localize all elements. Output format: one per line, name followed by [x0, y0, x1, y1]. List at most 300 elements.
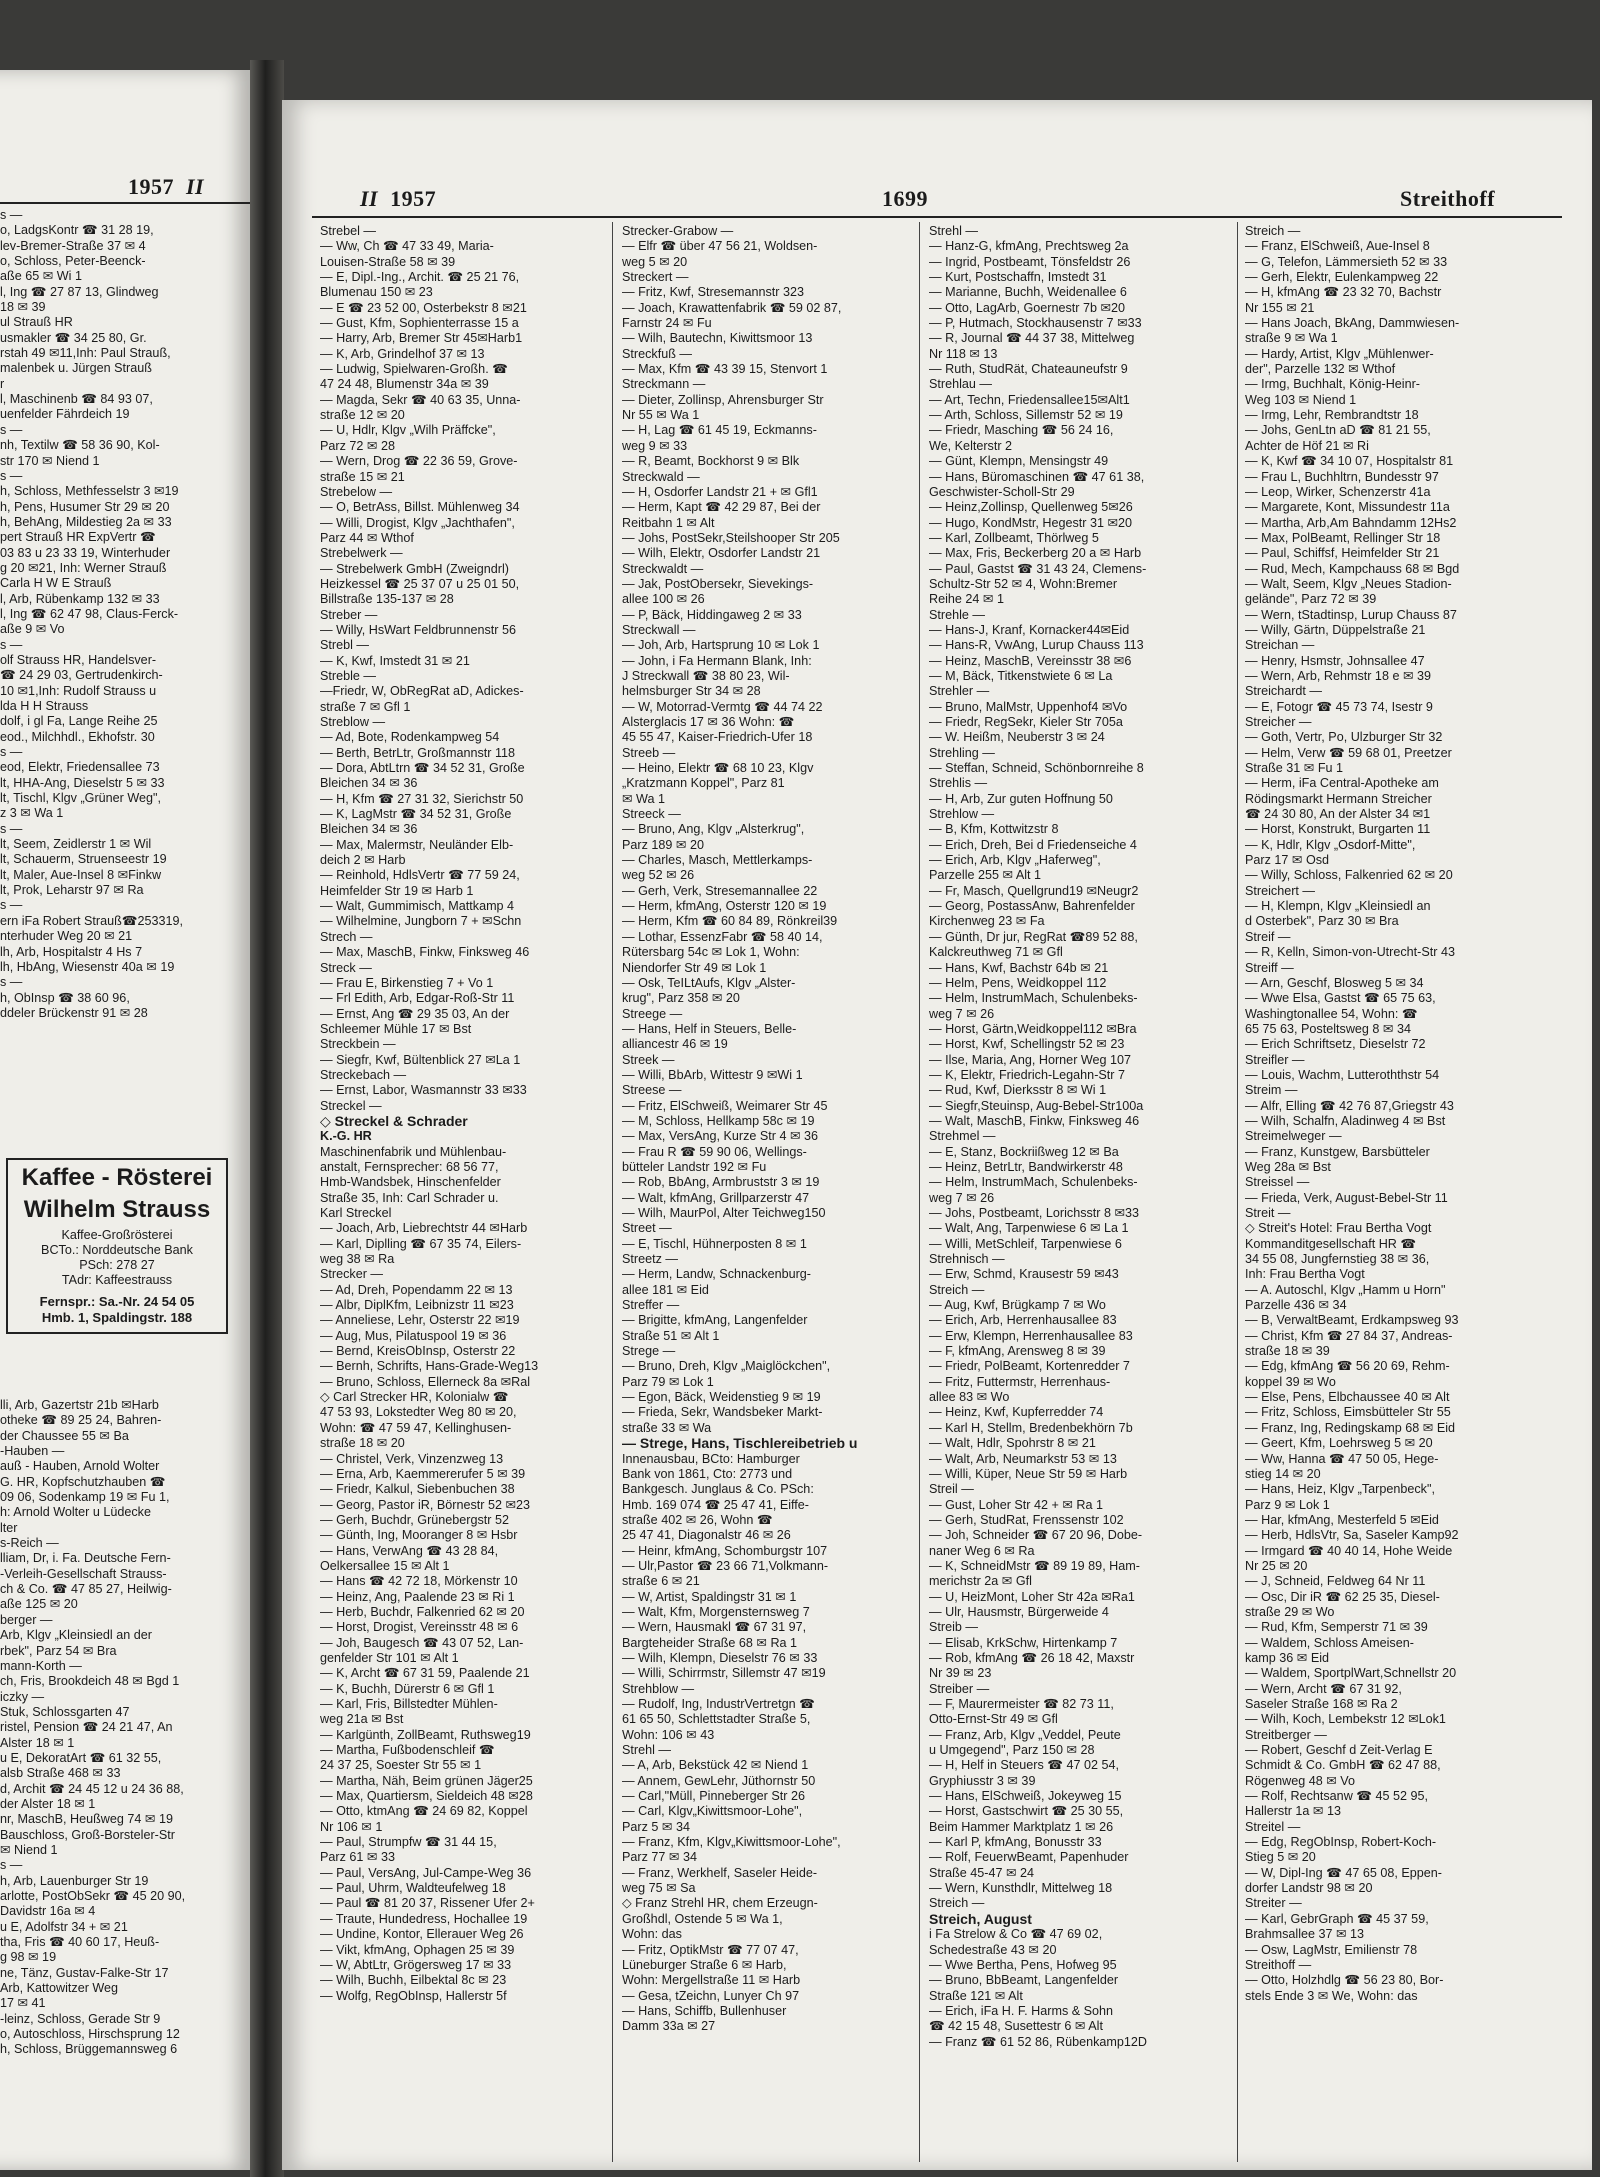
left-column-top — [0, 208, 240, 1021]
directory-entry-line: aße 9 ✉ Vo — [0, 622, 65, 637]
directory-entry-line: ddeler Brückenstr 91 ✉ 28 — [0, 1005, 148, 1020]
directory-entry-line: — Herb, HdlsVtr, Sa, Saseler Kamp92 — [1245, 1528, 1459, 1543]
directory-entry-line: — Gerh, Elektr, Eulenkampweg 22 — [1245, 270, 1439, 285]
directory-entry-line: — Max, VersAng, Kurze Str 4 ✉ 36 — [622, 1129, 819, 1144]
directory-entry-line: Streckert — — [622, 270, 689, 285]
directory-entry-line: — O, BetrAss, Billst. Mühlenweg 34 — [320, 500, 520, 515]
directory-entry-line: — P, Bäck, Hiddingaweg 2 ✉ 33 — [622, 607, 802, 622]
directory-entry-line: — Willi, Küper, Neue Str 59 ✉ Harb — [929, 1466, 1128, 1481]
ad-line-4: BCTo.: Norddeutsche Bank — [41, 1243, 193, 1257]
directory-entry-line: weg 5 ✉ 20 — [622, 254, 688, 269]
directory-entry-line: — Bernh, Schrifts, Hans-Grade-Weg13 — [320, 1359, 539, 1374]
book-gutter — [250, 60, 284, 2177]
directory-entry-line: — Franz, Arb, Klgv „Veddel, Peute — [929, 1727, 1121, 1742]
directory-entry-line: We, Kelterstr 2 — [929, 438, 1013, 453]
directory-entry-line: — Osk, TeILtAufs, Klgv „Alster- — [622, 975, 796, 990]
directory-entry-line: — Paul, Uhrm, Waldteufelweg 18 — [320, 1881, 506, 1896]
directory-entry-line: — Frieda, Verk, August-Bebel-Str 11 — [1245, 1190, 1448, 1205]
directory-entry-line: — Heino, Elektr ☎ 68 10 23, Klgv — [622, 761, 814, 776]
directory-entry-line: — Ulr,Pastor ☎ 23 66 71,Volkmann- — [622, 1558, 829, 1573]
directory-entry-line: — Fritz, Schloss, Eimsbütteler Str 55 — [1245, 1405, 1451, 1420]
directory-entry-line: Strehlau — — [929, 377, 992, 392]
directory-entry-line: lh, Arb, Hospitalstr 4 Hs 7 — [0, 944, 143, 959]
directory-entry-line: — Walt, Gummimisch, Mattkamp 4 — [320, 899, 515, 914]
directory-entry-line: Rögenweg 48 ✉ Vo — [1245, 1773, 1355, 1788]
directory-entry-line: Streithoff — — [1245, 1957, 1312, 1972]
directory-entry-line: 24 37 25, Soester Str 55 ✉ 1 — [320, 1758, 482, 1773]
directory-entry-line: — Friedr, PolBeamt, Kortenredder 7 — [929, 1359, 1130, 1374]
directory-entry-line: ☎ 24 29 03, Gertrudenkirch- — [0, 668, 163, 683]
directory-entry-line: — Goth, Vertr, Po, Ulzburger Str 32 — [1245, 730, 1443, 745]
directory-entry-line: — A, Arb, Bekstück 42 ✉ Niend 1 — [622, 1758, 809, 1773]
directory-entry-line: ern iFa Robert Strauß☎253319, — [0, 913, 183, 928]
directory-entry-line: — Max, Kfm ☎ 43 39 15, Stenvort 1 — [622, 362, 828, 377]
directory-entry-line: Strecker-Grabow — — [622, 224, 734, 238]
directory-entry-line: u E, DekoratArt ☎ 61 32 55, — [0, 1750, 162, 1765]
directory-entry-line: ◇ Franz Strehl HR, chem Erzeugn- — [622, 1896, 818, 1911]
directory-entry-line: — Martha, Arb,Am Bahndamm 12Hs2 — [1245, 515, 1457, 530]
directory-entry-line: Strehler — — [929, 684, 990, 699]
directory-entry-line: — Anneliese, Lehr, Osterstr 22 ✉19 — [320, 1313, 520, 1328]
directory-entry-line: — Wilh, Schalfn, Aladinweg 4 ✉ Bst — [1245, 1113, 1446, 1128]
directory-entry-line: Parz 61 ✉ 33 — [320, 1850, 395, 1865]
directory-column-1 — [320, 224, 610, 2004]
directory-entry-line: allee 100 ✉ 26 — [622, 592, 705, 607]
directory-entry-line: — Frau R ☎ 59 90 06, Wellings- — [622, 1144, 807, 1159]
directory-entry-line: straße 6 ✉ 21 — [622, 1574, 700, 1589]
directory-entry-line: Parz 17 ✉ Osd — [1245, 853, 1330, 868]
directory-entry-line: Strehlow — — [929, 807, 995, 822]
directory-entry-line: o, Autoschloss, Hirschsprung 12 — [0, 2027, 180, 2042]
directory-entry-line: 18 ✉ 39 — [0, 300, 46, 315]
directory-entry-line: Parz 5 ✉ 34 — [622, 1819, 690, 1834]
directory-entry-line: — Art, Techn, Friedensallee15✉Alt1 — [929, 392, 1130, 407]
directory-entry-line: arlotte, PostObSekr ☎ 45 20 90, — [0, 1889, 186, 1903]
directory-entry-line: — Johs, PostSekr,Steilshooper Str 205 — [622, 530, 840, 545]
directory-column-4 — [1245, 224, 1563, 2004]
left-column-bottom — [0, 1398, 240, 2058]
directory-entry-line: Street — — [622, 1221, 672, 1236]
directory-entry-line: Nr 155 ✉ 21 — [1245, 300, 1315, 315]
directory-entry-line: — Gust, Loher Str 42 + ✉ Ra 1 — [929, 1497, 1104, 1512]
directory-entry-line: — Wern, Kunsthdlr, Mittelweg 18 — [929, 1881, 1113, 1896]
directory-entry-line: — Margarete, Kont, Missundestr 11a — [1245, 500, 1450, 515]
directory-entry-line: 47 24 48, Blumenstr 34a ✉ 39 — [320, 377, 489, 392]
directory-entry-line: Streichert — — [1245, 883, 1315, 898]
directory-entry-line: Streckwall — — [622, 622, 696, 637]
directory-entry-line: — W. Heißm, Neuberstr 3 ✉ 24 — [929, 730, 1105, 745]
directory-entry-line: — Walt, MaschB, Finkw, Finksweg 46 — [929, 1113, 1140, 1128]
directory-entry-line: — Walt, Hdlr, Spohrstr 8 ✉ 21 — [929, 1436, 1096, 1451]
directory-entry-line: straße 9 ✉ Wa 1 — [1245, 331, 1338, 346]
directory-entry-line: nh, Textilw ☎ 58 36 90, Kol- — [0, 438, 160, 453]
directory-entry-line: i Fa Strelow & Co ☎ 47 69 02, — [929, 1927, 1103, 1942]
directory-entry-line: weg 7 ✉ 26 — [929, 1190, 995, 1205]
directory-entry-line: — Har, kfmAng, Mesterfeld 5 ✉Eid — [1245, 1512, 1439, 1527]
directory-entry-line: — Traute, Hundedress, Hochallee 19 — [320, 1911, 528, 1926]
directory-entry-line: — Heinz, Ang, Paalende 23 ✉ Ri 1 — [320, 1589, 515, 1604]
directory-entry-line: g 20 ✉21, Inh: Werner Strauß — [0, 560, 167, 575]
directory-entry-line: — Irmg, Lehr, Rembrandtstr 18 — [1245, 408, 1419, 423]
directory-entry-line: — Hans, Büromaschinen ☎ 47 61 38, — [929, 469, 1145, 484]
directory-entry-line: stels Ende 3 ✉ We, Wohn: das — [1245, 1988, 1418, 2003]
directory-entry-line: — Paul, Schiffsf, Heimfelder Str 21 — [1245, 546, 1440, 561]
directory-entry-line: — Berth, BetrLtr, Großmannstr 118 — [320, 745, 516, 760]
directory-entry-line: Strehnisch — — [929, 1252, 1005, 1267]
directory-entry-line: Billstraße 135-137 ✉ 28 — [320, 592, 454, 607]
directory-entry-line: Streckebach — — [320, 1067, 407, 1082]
directory-column-2 — [622, 224, 917, 2035]
directory-entry-line: — Franz, Werkhelf, Saseler Heide- — [622, 1865, 818, 1880]
directory-entry-line: Strehle — — [929, 607, 985, 622]
directory-entry-line: Bank von 1861, Cto: 2773 und — [622, 1466, 793, 1481]
directory-entry-line: — K, Hdlr, Klgv „Osdorf-Mitte", — [1245, 837, 1416, 852]
directory-entry-line: — Johs, Postbeamt, Lorichsstr 8 ✉33 — [929, 1206, 1140, 1220]
directory-entry-line: u E, Adolfstr 34 + ✉ 21 — [0, 1919, 128, 1934]
directory-entry-line: Kommanditgesellschaft HR ☎ — [1245, 1236, 1417, 1251]
directory-entry-line: ☎ 24 30 80, An der Alster 34 ✉1 — [1245, 807, 1431, 822]
directory-entry-line: — Wilh, Koch, Lembekstr 12 ✉Lok1 — [1245, 1712, 1446, 1727]
directory-entry-line: — Günt, Klempn, Mensingstr 49 — [929, 454, 1109, 469]
directory-entry-line: — Johs, GenLtn aD ☎ 81 21 55, — [1245, 423, 1431, 438]
directory-entry-line: h, Schloss, Brüggemannsweg 6 — [0, 2042, 178, 2057]
directory-entry-line: lh, HbAng, Wiesenstr 40a ✉ 19 — [0, 959, 175, 974]
directory-entry-line: Nr 118 ✉ 13 — [929, 346, 998, 361]
directory-entry-line: Blumenau 150 ✉ 23 — [320, 285, 433, 300]
directory-entry-line: h, Arb, Lauenburger Str 19 — [0, 1873, 149, 1888]
directory-entry-line: s — — [0, 821, 23, 836]
directory-entry-line: — Rolf, Rechtsanw ☎ 45 52 95, — [1245, 1789, 1428, 1804]
directory-entry-line: usmakler ☎ 34 25 80, Gr. — [0, 330, 147, 345]
directory-entry-line: weg 75 ✉ Sa — [622, 1881, 696, 1896]
directory-entry-line: Streckel — — [320, 1098, 382, 1113]
directory-entry-line: — Karl, Diplling ☎ 67 35 74, Eilers- — [320, 1236, 522, 1251]
directory-entry-line: G. HR, Kopfschutzhauben ☎ — [0, 1474, 166, 1489]
directory-entry-line: Hallerstr 1a ✉ 13 — [1245, 1804, 1341, 1819]
directory-entry-line: — Ingrid, Postbeamt, Tönsfeldstr 26 — [929, 254, 1131, 269]
directory-entry-line: — Horst, Gastschwirt ☎ 25 30 55, — [929, 1804, 1124, 1819]
directory-entry-line: — Joh, Baugesch ☎ 43 07 52, Lan- — [320, 1635, 524, 1650]
directory-entry-line: — Annem, GewLehr, Jüthornstr 50 — [622, 1773, 816, 1788]
directory-entry-line: Bleichen 34 ✉ 36 — [320, 776, 418, 791]
directory-entry-line: — G, Telefon, Lämmersieth 52 ✉ 33 — [1245, 254, 1448, 269]
directory-entry-line: — Friedr, Kalkul, Siebenbuchen 38 — [320, 1482, 515, 1497]
directory-entry-line: h, BehAng, Mildestieg 2a ✉ 33 — [0, 514, 172, 529]
directory-entry-line: — Günth, Ing, Mooranger 8 ✉ Hsbr — [320, 1528, 518, 1543]
directory-entry-line: Karl Streckel — [320, 1206, 392, 1220]
directory-entry-line: — Erich, Arb, Herrenhausallee 83 — [929, 1313, 1117, 1328]
directory-entry-line: Streichan — — [1245, 638, 1315, 653]
directory-entry-line: — Franz ☎ 61 52 86, Rübenkamp12D — [929, 2034, 1147, 2049]
directory-entry-line: — Joach, Krawattenfabrik ☎ 59 02 87, — [622, 300, 842, 315]
directory-entry-line: — Lothar, EssenzFabr ☎ 58 40 14, — [622, 929, 823, 944]
directory-entry-line: z 3 ✉ Wa 1 — [0, 806, 64, 821]
directory-column-3 — [929, 224, 1234, 2050]
directory-entry-line: — Bruno, MalMstr, Uppenhof4 ✉Vo — [929, 699, 1128, 714]
directory-entry-line: — Georg, PostassAnw, Bahrenfelder — [929, 899, 1135, 914]
directory-entry-line: — Robert, Geschf d Zeit-Verlag E — [1245, 1743, 1433, 1758]
directory-entry-line: Weg 103 ✉ Niend 1 — [1245, 392, 1357, 407]
directory-entry-line: — Hans-R, VwAng, Lurup Chauss 113 — [929, 638, 1144, 653]
directory-entry-line: Parzelle 436 ✉ 34 — [1245, 1298, 1347, 1313]
directory-entry-line: Streble — — [320, 668, 376, 683]
directory-entry-line: — Bruno, Schloss, Ellerneck 8a ✉Ral — [320, 1374, 531, 1389]
directory-entry-line: Carla H W E Strauß — [0, 576, 112, 591]
directory-entry-line: — Walt, Seem, Klgv „Neues Stadion- — [1245, 576, 1452, 591]
directory-entry-line: — Harry, Arb, Bremer Str 45✉Harb1 — [320, 331, 523, 346]
directory-entry-line: Alsterglacis 17 ✉ 36 Wohn: ☎ — [622, 715, 795, 729]
directory-entry-line: weg 21a ✉ Bst — [320, 1712, 404, 1727]
directory-entry-line: weg 7 ✉ 26 — [929, 1006, 995, 1021]
directory-entry-line: — Joach, Arb, Liebrechtstr 44 ✉Harb — [320, 1221, 528, 1236]
directory-entry-line: — Rud, Kwf, Dierksstr 8 ✉ Wi 1 — [929, 1083, 1107, 1098]
directory-entry-line: s — — [0, 898, 23, 913]
directory-entry-line: — Erw, Klempn, Herrenhausallee 83 — [929, 1328, 1133, 1343]
directory-entry-line: o, Schloss, Peter-Beenck- — [0, 254, 146, 269]
directory-entry-line: Streifler — — [1245, 1052, 1305, 1067]
directory-entry-line: — H, Osdorfer Landstr 21 + ✉ Gfl1 — [622, 484, 818, 499]
directory-entry-line: Streich — — [929, 1282, 985, 1297]
directory-entry-line: — W, Artist, Spaldingstr 31 ✉ 1 — [622, 1589, 797, 1604]
directory-entry-line: — Ernst, Labor, Wasmannstr 33 ✉33 — [320, 1083, 527, 1098]
directory-entry-line: — Horst, Kwf, Schellingstr 52 ✉ 23 — [929, 1037, 1125, 1052]
directory-entry-line: — Otto, ktmAng ☎ 24 69 82, Koppel — [320, 1804, 528, 1819]
directory-entry-line: Stuk, Schlossgarten 47 — [0, 1704, 130, 1719]
directory-entry-line: 61 65 50, Schlettstadter Straße 5, — [622, 1712, 811, 1727]
directory-entry-line: Bankgesch. Junglaus & Co. PSch: — [622, 1482, 814, 1497]
directory-entry-line: — E, Fotogr ☎ 45 73 74, Isestr 9 — [1245, 699, 1433, 714]
directory-entry-line: Streber — — [320, 607, 378, 622]
directory-entry-line: — Egon, Bäck, Weidenstieg 9 ✉ 19 — [622, 1390, 821, 1405]
directory-entry-line: — Gerh, StudRat, Frenssenstr 102 — [929, 1512, 1124, 1527]
directory-entry-line: — Karl, Fris, Billstedter Mühlen- — [320, 1697, 498, 1711]
left-header-rule — [0, 202, 250, 204]
directory-entry-line: — Osw, LagMstr, Emilienstr 78 — [1245, 1942, 1418, 1957]
directory-entry-line: — Wern, tStadtinsp, Lurup Chauss 87 — [1245, 607, 1457, 622]
directory-entry-line: — Waldem, SportplWart,Schnellstr 20 — [1245, 1666, 1457, 1681]
directory-entry-line: — Fritz, Futtermstr, Herrenhaus- — [929, 1374, 1111, 1389]
directory-entry-line: — Hans-J, Kranf, Kornacker44✉Eid — [929, 622, 1130, 637]
directory-entry-line: — Ludwig, Spielwaren-Großh. ☎ — [320, 362, 508, 377]
directory-entry-line: — Fritz, OptikMstr ☎ 77 07 47, — [622, 1942, 799, 1957]
directory-entry-line: Streif — — [1245, 929, 1291, 944]
directory-entry-line: 25 47 41, Diagonalstr 46 ✉ 26 — [622, 1528, 791, 1543]
directory-entry-line: — Willi, MetSchleif, Tarpenwiese 6 — [929, 1236, 1122, 1251]
directory-entry-line: Streege — — [622, 1006, 683, 1021]
directory-entry-line: — K, LagMstr ☎ 34 52 31, Große — [320, 807, 512, 822]
directory-entry-line: — Erna, Arb, Kaemmererufer 5 ✉ 39 — [320, 1466, 526, 1481]
directory-entry-line: alsb Straße 468 ✉ 33 — [0, 1766, 121, 1781]
directory-entry-line: Parz 72 ✉ 28 — [320, 438, 395, 453]
directory-entry-line: — Hans ☎ 42 72 18, Mörkenstr 10 — [320, 1574, 518, 1589]
directory-entry-line: weg 52 ✉ 26 — [622, 868, 695, 883]
directory-entry-line: — Ernst, Ang ☎ 29 35 03, An der — [320, 1006, 510, 1021]
directory-entry-line: — Wilh, Bautechn, Kiwittsmoor 13 — [622, 331, 813, 346]
directory-entry-line: Streeck — — [622, 807, 681, 822]
directory-entry-line: — K, SchneidMstr ☎ 89 19 89, Ham- — [929, 1558, 1140, 1573]
directory-entry-line: — W, AbtLtr, Grögersweg 17 ✉ 33 — [320, 1957, 512, 1972]
directory-entry-line: Brahmsallee 37 ✉ 13 — [1245, 1927, 1365, 1942]
directory-entry-line: Streitberger — — [1245, 1727, 1327, 1742]
directory-entry-line: Parzelle 255 ✉ Alt 1 — [929, 868, 1042, 883]
directory-entry-line: — R, Kelln, Simon-von-Utrecht-Str 43 — [1245, 945, 1455, 960]
directory-entry-line: d Osterbek", Parz 30 ✉ Bra — [1245, 914, 1399, 929]
directory-entry-line: der", Parzelle 132 ✉ Wthof — [1245, 362, 1396, 377]
directory-entry-line: naner Weg 6 ✉ Ra — [929, 1543, 1035, 1558]
directory-entry-line: Schultz-Str 52 ✉ 4, Wohn:Bremer — [929, 576, 1118, 591]
directory-entry-line: ch, Fris, Brookdeich 48 ✉ Bgd 1 — [0, 1674, 180, 1689]
directory-entry-line: Inh: Frau Bertha Vogt — [1245, 1267, 1365, 1282]
directory-entry-line: — Brigitte, kfmAng, Langenfelder — [622, 1313, 808, 1328]
directory-entry-line: — Rud, Mech, Kampchauss 68 ✉ Bgd — [1245, 561, 1460, 576]
directory-entry-line: — Rob, BbAng, Armbruststr 3 ✉ 19 — [622, 1175, 820, 1190]
directory-entry-line: Streckwaldt — — [622, 561, 704, 576]
directory-entry-line: olf Strauss HR, Handelsver- — [0, 652, 157, 667]
directory-entry-line: Streetz — — [622, 1252, 678, 1267]
directory-entry-line: — Carl,"Müll, Pinneberger Str 26 — [622, 1789, 805, 1804]
directory-entry-line: l, Maschinenb ☎ 84 93 07, — [0, 392, 153, 407]
directory-entry-line: Streckmann — — [622, 377, 706, 392]
directory-entry-line: helmsburger Str 34 ✉ 28 — [622, 684, 761, 699]
directory-entry-line: gelände", Parz 72 ✉ 39 — [1245, 592, 1377, 607]
directory-entry-line: — U, Hdlr, Klgv „Wilh Präffcke", — [320, 423, 496, 438]
directory-entry-line: — Erich, iFa H. F. Harms & Sohn — [929, 2003, 1114, 2018]
directory-entry-line: — Gesa, tZeichn, Lunyer Ch 97 — [622, 1988, 800, 2003]
directory-entry-line: eod., Milchhdl., Ekhofstr. 30 — [0, 729, 155, 744]
directory-entry-line: Parz 77 ✉ 34 — [622, 1850, 697, 1865]
directory-entry-line: bütteler Landstr 192 ✉ Fu — [622, 1159, 767, 1174]
directory-entry-line: — Walt, Kfm, Morgensternsweg 7 — [622, 1604, 810, 1619]
directory-entry-line: — Hardy, Artist, Klgv „Mühlenwer- — [1245, 346, 1434, 361]
directory-entry-line: l, Ing ☎ 62 47 98, Claus-Ferck- — [0, 606, 179, 621]
directory-entry-line: alliancestr 46 ✉ 19 — [622, 1037, 728, 1052]
directory-entry-line: straße 402 ✉ 26, Wohn ☎ — [622, 1512, 773, 1527]
directory-entry-line: ✉ Niend 1 — [0, 1842, 58, 1857]
column-divider-1 — [612, 222, 613, 2162]
directory-entry-line: Streich, August — [929, 1911, 1032, 1927]
directory-entry-line: ◇ Carl Strecker HR, Kolonialw ☎ — [320, 1390, 509, 1405]
directory-entry-line: Streffer — — [622, 1298, 680, 1313]
directory-entry-line: Bargteheider Straße 68 ✉ Ra 1 — [622, 1635, 798, 1650]
directory-entry-line: — Karl, Zollbeamt, Thörlweg 5 — [929, 530, 1099, 545]
directory-entry-line: — A. Autoschl, Klgv „Hamm u Horn" — [1245, 1282, 1446, 1297]
directory-entry-line: Straße 51 ✉ Alt 1 — [622, 1328, 720, 1343]
directory-entry-line: — Franz, Ing, Redingskamp 68 ✉ Eid — [1245, 1420, 1456, 1435]
directory-entry-line: aße 125 ✉ 20 — [0, 1597, 78, 1612]
directory-entry-line: Arb, Klgv „Kleinsiedl an der — [0, 1628, 152, 1643]
directory-entry-line: — Bruno, BbBeamt, Langenfelder — [929, 1973, 1119, 1988]
directory-entry-line: Streiter — — [1245, 1896, 1302, 1911]
directory-entry-line: Streiff — — [1245, 960, 1294, 975]
directory-entry-line: Rütersbarg 54c ✉ Lok 1, Wohn: — [622, 945, 800, 960]
directory-entry-line: s — — [0, 745, 23, 760]
right-header-roman: II — [360, 186, 379, 211]
right-page — [282, 100, 1592, 2170]
directory-entry-line: mann-Korth — — [0, 1658, 82, 1673]
directory-entry-line: — Hanz-G, kfmAng, Prechtsweg 2a — [929, 239, 1129, 254]
directory-entry-line: dorfer Landstr 98 ✉ 20 — [1245, 1881, 1373, 1896]
directory-entry-line: Straße 31 ✉ Fu 1 — [1245, 761, 1344, 776]
directory-entry-line: — Friedr, Masching ☎ 56 24 16, — [929, 423, 1114, 438]
directory-entry-line: — Wwe Elsa, Gastst ☎ 65 75 63, — [1245, 991, 1436, 1006]
directory-entry-line: — Horst, Drogist, Vereinsstr 48 ✉ 6 — [320, 1620, 519, 1635]
directory-entry-line: — E, Stanz, Bockriißweg 12 ✉ Ba — [929, 1144, 1119, 1159]
directory-entry-line: — Wilh, Klempn, Dieselstr 76 ✉ 33 — [622, 1650, 818, 1665]
directory-entry-line: Streckbein — — [320, 1037, 396, 1052]
directory-entry-line: s — — [0, 1858, 23, 1873]
directory-entry-line: lev-Bremer-Straße 37 ✉ 4 — [0, 238, 146, 253]
directory-entry-line: — Aug, Mus, Pilatuspool 19 ✉ 36 — [320, 1328, 507, 1343]
directory-entry-line: lt, Tischl, Klgv „Grüner Weg", — [0, 791, 162, 806]
directory-entry-line: Strebel — — [320, 224, 376, 238]
directory-entry-line: koppel 39 ✉ Wo — [1245, 1374, 1336, 1389]
directory-entry-line: — Strege, Hans, Tischlereibetrieb u — [622, 1436, 858, 1452]
directory-entry-line: Nr 25 ✉ 20 — [1245, 1558, 1308, 1573]
directory-entry-line: — Hans, Kwf, Bachstr 64b ✉ 21 — [929, 960, 1109, 975]
directory-entry-line: — Strebelwerk GmbH (Zweigndrl) — [320, 561, 509, 576]
directory-entry-line: — K, Elektr, Friedrich-Legahn-Str 7 — [929, 1067, 1125, 1082]
directory-entry-line: — Wilh, MaurPol, Alter Teichweg150 — [622, 1206, 826, 1220]
directory-entry-line: Alster 18 ✉ 1 — [0, 1735, 75, 1750]
directory-entry-line: ☎ 42 15 48, Susettestr 6 ✉ Alt — [929, 2019, 1103, 2034]
directory-entry-line: s — — [0, 468, 23, 483]
directory-entry-line: Strebelow — — [320, 484, 393, 499]
directory-entry-line: genfelder Str 101 ✉ Alt 1 — [320, 1650, 459, 1665]
directory-entry-line: —Friedr, W, ObRegRat aD, Adickes- — [320, 684, 524, 699]
directory-entry-line: — J, Schneid, Feldweg 64 Nr 11 — [1245, 1574, 1426, 1589]
directory-entry-line: Streckfuß — — [622, 346, 692, 361]
directory-entry-line: ristel, Pension ☎ 24 21 47, An — [0, 1720, 173, 1735]
directory-entry-line: Wohn: ☎ 47 59 47, Kellinghusen- — [320, 1420, 512, 1435]
directory-entry-line: — John, i Fa Hermann Blank, Inh: — [622, 653, 812, 668]
directory-entry-line: Wohn: Mergellstraße 11 ✉ Harb — [622, 1973, 801, 1988]
directory-entry-line: — P, Hutmach, Stockhausenstr 7 ✉33 — [929, 316, 1142, 331]
directory-entry-line: — Hans, Helf in Steuers, Belle- — [622, 1021, 797, 1036]
directory-entry-line: — Reinhold, HdlsVertr ☎ 77 59 24, — [320, 868, 520, 883]
directory-entry-line: — Karl H, Stellm, Bredenbekhörn 7b — [929, 1420, 1133, 1435]
directory-entry-line: Streich — — [929, 1896, 985, 1911]
ad-line-6: TAdr: Kaffeestrauss — [61, 1273, 173, 1287]
directory-entry-line: deich 2 ✉ Harb — [320, 853, 406, 868]
directory-entry-line: — Karlgünth, ZollBeamt, Ruthsweg19 — [320, 1727, 531, 1742]
directory-entry-line: Streitel — — [1245, 1819, 1301, 1834]
directory-entry-line: — F, kfmAng, Arensweg 8 ✉ 39 — [929, 1344, 1106, 1359]
directory-entry-line: Schmidt & Co. GmbH ☎ 62 47 88, — [1245, 1758, 1441, 1773]
directory-entry-line: — Rudolf, Ing, IndustrVertretgn ☎ — [622, 1697, 815, 1711]
directory-entry-line: — Ulr, Hausmstr, Bürgerweide 4 — [929, 1604, 1109, 1619]
directory-entry-line: iczky — — [0, 1689, 45, 1704]
directory-entry-line: Louisen-Straße 58 ✉ 39 — [320, 254, 456, 269]
directory-entry-line: Maschinenfabrik und Mühlenbau- — [320, 1144, 507, 1159]
directory-entry-line: Großhdl, Ostende 5 ✉ Wa 1, — [622, 1911, 783, 1926]
directory-entry-line: Streichardt — — [1245, 684, 1322, 699]
directory-entry-line: — Else, Pens, Elbchaussee 40 ✉ Alt — [1245, 1390, 1450, 1405]
directory-entry-line: Nr 39 ✉ 23 — [929, 1666, 992, 1681]
directory-entry-line: Parz 9 ✉ Lok 1 — [1245, 1497, 1330, 1512]
directory-entry-line: Innenausbau, BCto: Hamburger — [622, 1451, 800, 1466]
directory-entry-line: — K, Kwf ☎ 34 10 07, Hospitalstr 81 — [1245, 454, 1454, 469]
directory-entry-line: Reihe 24 ✉ 1 — [929, 592, 1004, 607]
directory-entry-line: — Fritz, Kwf, Stresemannstr 323 — [622, 285, 804, 300]
directory-entry-line: Damm 33a ✉ 27 — [622, 2019, 716, 2034]
directory-entry-line: — Kurt, Postschaffn, Imstedt 31 — [929, 270, 1107, 285]
right-header-rule — [312, 216, 1562, 218]
directory-entry-line: — Elfr ☎ über 47 56 21, Woldsen- — [622, 239, 818, 254]
directory-entry-line: — Edg, kfmAng ☎ 56 20 69, Rehm- — [1245, 1359, 1450, 1374]
directory-entry-line: — Helm, InstrumMach, Schulenbeks- — [929, 1175, 1138, 1190]
directory-entry-line: h, Pens, Husumer Str 29 ✉ 20 — [0, 499, 170, 514]
directory-entry-line: Hmb. 169 074 ☎ 25 47 41, Eiffe- — [622, 1497, 809, 1512]
